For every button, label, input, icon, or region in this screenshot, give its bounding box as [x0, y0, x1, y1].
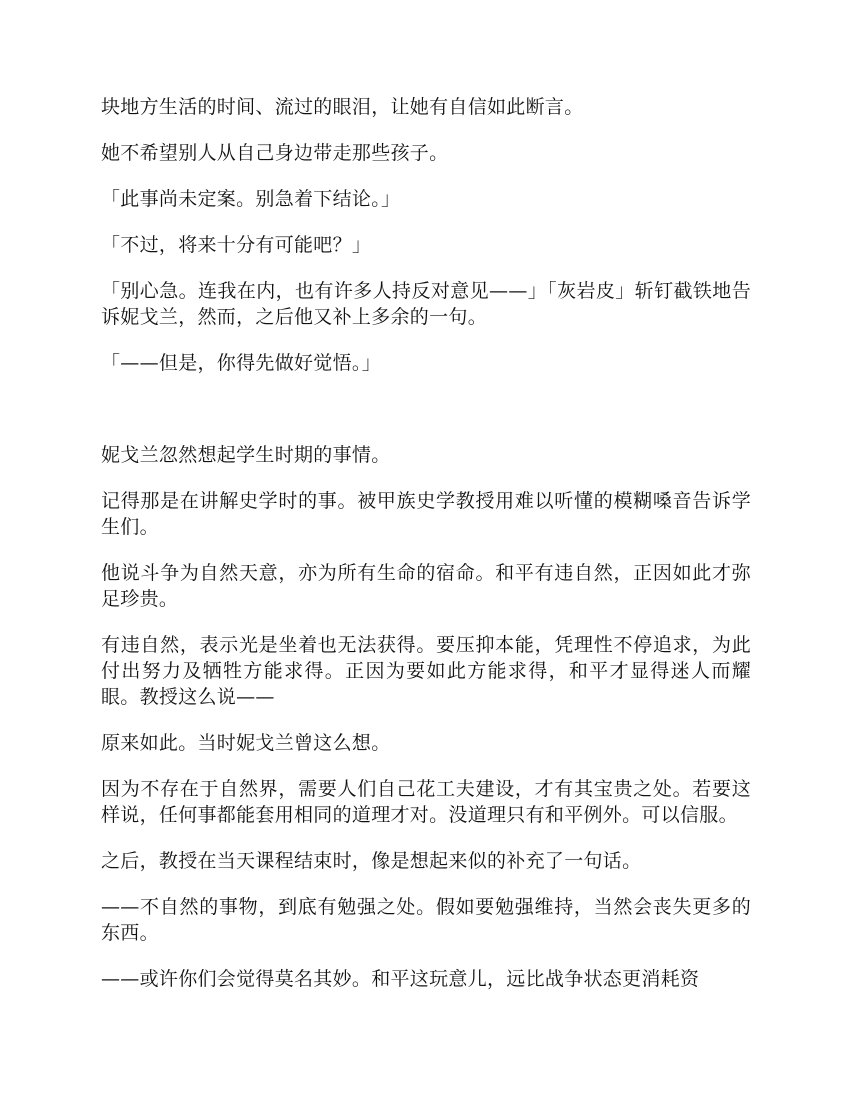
paragraph: 块地方生活的时间、流过的眼泪，让她有自信如此断言。 [101, 96, 584, 118]
dialogue-line: 「别心急。连我在内，也有许多人持反对意见——」「灰岩皮」斩钉截铁地告诉妮戈兰，然而，之后他又补上多余的一句。 [101, 280, 751, 328]
paragraph: 之后，教授在当天课程结束时，像是想起来似的补充了一句话。 [101, 850, 642, 872]
dialogue-line: 「——但是，你得先做好觉悟。」 [101, 352, 382, 374]
dialogue-line: 「此事尚未定案。别急着下结论。」 [101, 188, 401, 210]
paragraph: 记得那是在讲解史学时的事。被甲族史学教授用难以听懂的模糊嗓音告诉学生们。 [101, 490, 751, 538]
dialogue-line: 「不过，将来十分有可能吧？」 [101, 234, 372, 256]
document-page [101, 94, 751, 1012]
paragraph: ——不自然的事物，到底有勉强之处。假如要勉强维持，当然会丧失更多的东西。 [101, 896, 751, 944]
paragraph: ——或许你们会觉得莫名其妙。和平这玩意儿，远比战争状态更消耗资 [101, 968, 700, 990]
paragraph: 有违自然，表示光是坐着也无法获得。要压抑本能，凭理性不停追求，为此付出努力及牺牲方能求得。正因为要如此方能求得，和平才显得迷人而耀眼。教授这么说—— [101, 634, 751, 708]
paragraph: 他说斗争为自然天意，亦为所有生命的宿命。和平有违自然，正因如此才弥足珍贵。 [101, 562, 751, 610]
section-break [101, 396, 751, 442]
paragraph: 因为不存在于自然界，需要人们自己花工夫建设，才有其宝贵之处。若要这样说，任何事都能套用相同的道理才对。没道理只有和平例外。可以信服。 [101, 778, 751, 826]
paragraph: 原来如此。当时妮戈兰曾这么想。 [101, 732, 391, 754]
paragraph: 她不希望别人从自己身边带走那些孩子。 [101, 142, 449, 164]
paragraph: 妮戈兰忽然想起学生时期的事情。 [101, 444, 391, 466]
